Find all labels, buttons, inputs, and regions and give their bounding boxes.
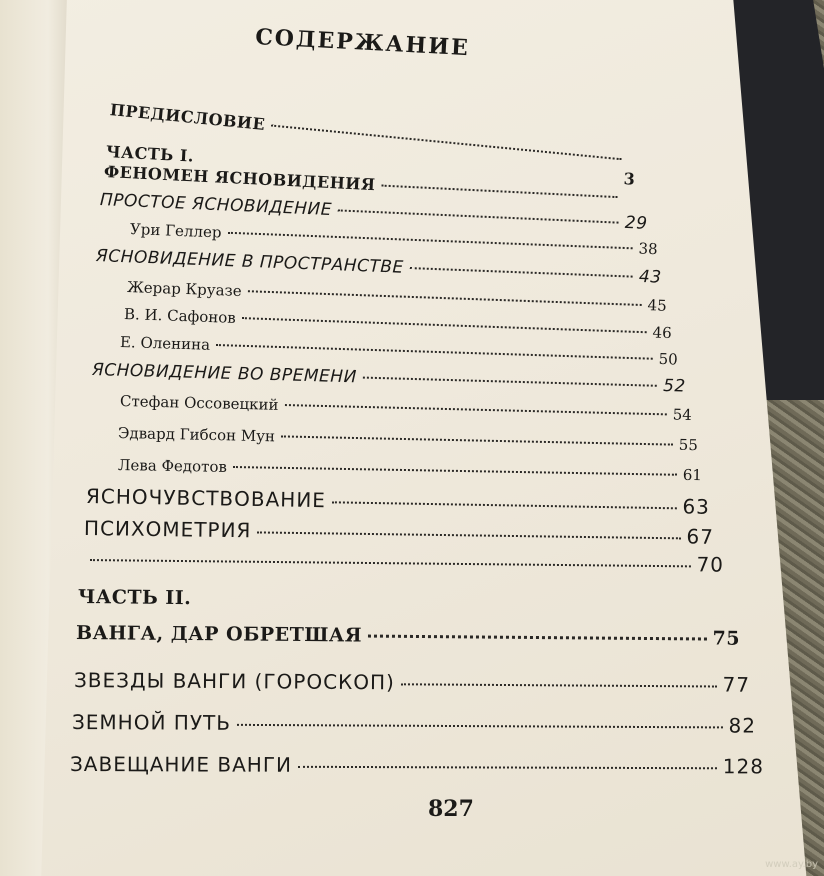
toc-entry: [76, 622, 740, 650]
toc-entry: [120, 392, 692, 424]
toc-entry-page: 70: [696, 552, 725, 577]
toc-entry: [118, 456, 702, 484]
toc-entry-page: 50: [658, 349, 679, 369]
toc-leader-dots: [381, 185, 617, 199]
toc-leader-dots: [285, 404, 667, 415]
toc-leader-dots: [257, 531, 680, 539]
toc-leader-dots: [298, 766, 717, 769]
toc-entry-page: 38: [638, 239, 658, 259]
toc-entry: [70, 752, 764, 778]
toc-leader-dots: [233, 466, 677, 476]
toc-entry-label: ЯСНОВИДЕНИЕ ВО ВРЕМЕНИ: [91, 360, 358, 388]
toc-entry-page: 29: [624, 212, 648, 234]
toc-entry-label: ПРЕДИСЛОВИЕ: [109, 100, 267, 134]
toc-leader-dots: [242, 317, 647, 333]
toc-entry-page: 3: [623, 169, 636, 189]
toc-entry-page: 54: [672, 405, 693, 424]
toc-part-heading: [78, 586, 192, 609]
toc-entry-page: 128: [722, 754, 765, 779]
toc-leader-dots: [401, 683, 717, 687]
toc-leader-dots: [227, 232, 632, 250]
toc-leader-dots: [90, 559, 691, 567]
toc-entry-page: 46: [652, 323, 672, 343]
toc-entry-label: ЧАСТЬ I.: [105, 142, 195, 166]
toc-entry-label: ФЕНОМЕН ЯСНОВИДЕНИЯ: [103, 162, 376, 195]
toc-entry-label: Ури Геллер: [129, 220, 222, 242]
toc-entry-label: ЗВЕЗДЫ ВАНГИ (ГОРОСКОП): [73, 668, 395, 695]
toc-title: СОДЕРЖАНИЕ: [254, 24, 471, 62]
toc-entry-label: ПРОСТОЕ ЯСНОВИДЕНИЕ: [99, 190, 333, 221]
toc-leader-dots: [410, 267, 633, 278]
toc-entry: [72, 710, 756, 738]
toc-entry-page: 61: [682, 465, 703, 485]
toc-entry-label: ВАНГА, ДАР ОБРЕТШАЯ: [75, 622, 363, 647]
toc-entry-label: Лева Федотов: [117, 456, 228, 476]
toc-leader-dots: [368, 635, 706, 641]
toc-entry-page: 45: [647, 296, 667, 315]
toc-entry-page: 43: [638, 266, 662, 288]
toc-entry: [86, 484, 710, 519]
toc-leader-dots: [237, 724, 723, 729]
toc-entry-page: 55: [678, 435, 699, 455]
toc-entry-page: 63: [682, 494, 711, 519]
toc-entry-page: 75: [712, 627, 741, 650]
toc-entry: [84, 516, 714, 549]
toc-entry-label: ЯСНОВИДЕНИЕ В ПРОСТРАНСТВЕ: [95, 246, 405, 278]
toc-entry-page: 77: [722, 672, 751, 697]
toc-leader-dots: [363, 377, 657, 387]
toc-entry-label: ЯСНОЧУВСТВОВАНИЕ: [85, 484, 327, 513]
toc-entry-label: Стефан Оссовецкий: [119, 392, 279, 414]
toc-entry-label: В. И. Сафонов: [123, 305, 237, 327]
toc-leader-dots: [248, 290, 642, 306]
toc-leader-dots: [216, 344, 653, 360]
page-number: 827: [428, 796, 474, 822]
toc-entry-label: ЗЕМНОЙ ПУТЬ: [71, 710, 232, 735]
toc-entry-label: Эдвард Гибсон Мун: [117, 424, 276, 446]
toc-leader-dots: [332, 501, 677, 509]
toc-entry: [118, 424, 698, 454]
toc-entry-label: Е. Оленина: [119, 333, 211, 354]
toc-leader-dots: [281, 435, 673, 445]
toc-entry-page: 82: [728, 713, 757, 738]
toc-entry-page: 52: [662, 375, 687, 397]
toc-entry: [74, 668, 750, 697]
watermark: www.ay.by: [765, 859, 818, 870]
toc-leader-dots: [338, 209, 619, 223]
toc-entry: [84, 546, 724, 577]
toc-entry-label: ЗАВЕЩАНИЕ ВАНГИ: [69, 752, 293, 777]
toc-entry-label: ПСИХОМЕТРИЯ: [83, 516, 252, 543]
toc-entry-label: Жерар Круазе: [126, 278, 242, 300]
toc-entry-page: 67: [686, 524, 715, 549]
toc-entry-label: ЧАСТЬ II.: [77, 586, 192, 610]
